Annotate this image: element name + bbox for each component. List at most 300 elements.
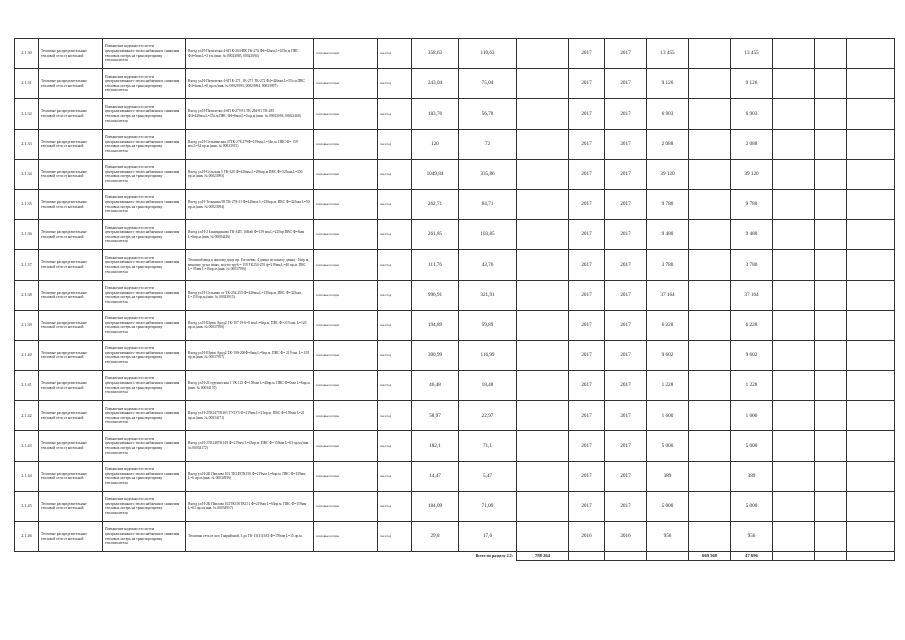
year-end: 2017 <box>605 99 647 129</box>
row-number: 2.1.36 <box>15 220 39 250</box>
empty-col <box>815 461 847 491</box>
empty-col <box>517 99 569 129</box>
activity-description: Повышение надежности систем централизованного теплоснабжения и снижения тепловых потерь на транспортировку теплоносителя <box>103 250 186 280</box>
empty-col <box>689 340 731 370</box>
total-cost: 3 780 <box>731 250 773 280</box>
cost: 39 120 <box>647 159 689 189</box>
value-before: 300,99 <box>412 340 459 370</box>
row-number: 2.1.32 <box>15 99 39 129</box>
cost: 1 600 <box>647 401 689 431</box>
empty-col <box>689 431 731 461</box>
year-start: 2017 <box>569 461 605 491</box>
activity-description: Повышение надежности систем централизованного теплоснабжения и снижения тепловых потерь на транспортировку теплоносителя <box>103 371 186 401</box>
year-end: 2017 <box>605 310 647 340</box>
table-row <box>15 39 895 69</box>
value-after: 103,85 <box>459 220 517 250</box>
value-after: 72 <box>459 129 517 159</box>
empty-col <box>847 340 895 370</box>
value-after: 110,63 <box>459 39 517 69</box>
total-cost: 5 000 <box>731 491 773 521</box>
year-start: 2017 <box>569 99 605 129</box>
object-name: Тепловые распределительные тепловой сети от котельной <box>39 340 103 370</box>
value-after: 56,78 <box>459 99 517 129</box>
empty-col <box>815 522 847 552</box>
cost: 6 903 <box>647 99 689 129</box>
object-name: Тепловые распределительные тепловой сети от котельной <box>39 129 103 159</box>
year-start: 2017 <box>569 220 605 250</box>
activity-description: Повышение надежности систем централизованного теплоснабжения и снижения тепловых потерь на транспортировку теплоносителя <box>103 280 186 310</box>
total-cost: 9 602 <box>731 340 773 370</box>
year-start: 2017 <box>569 159 605 189</box>
empty-col <box>773 250 815 280</box>
year-end: 2017 <box>605 69 647 99</box>
year-end: 2017 <box>605 159 647 189</box>
empty-col <box>689 401 731 431</box>
empty-col <box>773 99 815 129</box>
unit: гкал/год <box>378 220 412 250</box>
empty-col <box>847 99 895 129</box>
table-row <box>15 99 895 129</box>
unit: гкал/год <box>378 280 412 310</box>
location-description: Въезд ул.Н-2К Павлова 102 ТК149ТК150 Ф=219мм L=6пр.м. ПВС Ф=159мм L=6 пр.м.(инв. № 00034956) <box>186 461 314 491</box>
empty-col <box>815 129 847 159</box>
object-name: Тепловые распределительные тепловой сети от котельной <box>39 491 103 521</box>
cost: 9 780 <box>647 189 689 219</box>
cost: 9 602 <box>647 340 689 370</box>
loss-type: тепловые потери <box>314 189 378 219</box>
empty-col <box>773 39 815 69</box>
total-cost: 37 164 <box>731 280 773 310</box>
empty-col <box>815 371 847 401</box>
location-description: Въезд ул.Н-2К Павлова 102ТК150ТК151 Ф=219мм L=63пр.м. ПВС Ф=159мм L=63 пр.м.(инв. № 00034957) <box>186 491 314 521</box>
value-after: 71,1 <box>459 431 517 461</box>
total-cost: 5 000 <box>731 431 773 461</box>
total-cost: 956 <box>731 522 773 552</box>
unit: гкал/год <box>378 39 412 69</box>
empty-col <box>847 159 895 189</box>
value-after: 22,97 <box>459 401 517 431</box>
cost: 5 000 <box>647 491 689 521</box>
year-end: 2017 <box>605 280 647 310</box>
year-end: 2017 <box>605 461 647 491</box>
value-before: 120 <box>412 129 459 159</box>
empty-col <box>517 250 569 280</box>
empty-col <box>689 189 731 219</box>
cost: 956 <box>647 522 689 552</box>
year-end: 2017 <box>605 371 647 401</box>
year-end: 2017 <box>605 129 647 159</box>
empty-col <box>689 129 731 159</box>
row-number: 2.1.40 <box>15 340 39 370</box>
empty-col <box>773 431 815 461</box>
table-row <box>15 159 895 189</box>
empty-col <box>517 491 569 521</box>
year-start: 2017 <box>569 250 605 280</box>
row-number: 2.1.38 <box>15 280 39 310</box>
cost: 13 455 <box>647 39 689 69</box>
object-name: Тепловые распределительные тепловой сети от котельной <box>39 401 103 431</box>
unit: гкал/год <box>378 159 412 189</box>
empty-col <box>689 159 731 189</box>
location-description: Тепловая сеть от кот. Гаврийской, 3 до ТК-15(31)ЗА3 Ф=159мм L=15 пр.м. <box>186 522 314 552</box>
empty-col <box>689 522 731 552</box>
value-before: 184,09 <box>412 491 459 521</box>
object-name: Тепловые распределительные тепловой сети от котельной <box>39 99 103 129</box>
year-start: 2017 <box>569 371 605 401</box>
empty-col <box>689 220 731 250</box>
year-start: 2017 <box>569 189 605 219</box>
unit: гкал/год <box>378 461 412 491</box>
year-end: 2017 <box>605 39 647 69</box>
loss-type: тепловые потери <box>314 250 378 280</box>
empty-col <box>517 310 569 340</box>
object-name: Тепловые распределительные тепловой сети от котельной <box>39 250 103 280</box>
value-after: 75,04 <box>459 69 517 99</box>
empty-col <box>517 461 569 491</box>
activity-description: Повышение надежности систем централизованного теплоснабжения и снижения тепловых потерь на транспортировку теплоносителя <box>103 310 186 340</box>
loss-type: тепловые потери <box>314 310 378 340</box>
value-after: 71,09 <box>459 491 517 521</box>
summary-empty-6 <box>847 552 895 561</box>
loss-type: тепловые потери <box>314 340 378 370</box>
table-row <box>15 69 895 99</box>
cost: 5 000 <box>647 431 689 461</box>
summary-empty-1 <box>569 552 605 561</box>
object-name: Тепловые распределительные тепловой сети от котельной <box>39 69 103 99</box>
total-cost: 9 126 <box>731 69 773 99</box>
unit: гкал/год <box>378 99 412 129</box>
empty-col <box>773 401 815 431</box>
activity-description: Повышение надежности систем централизованного теплоснабжения и снижения тепловых потерь на транспортировку теплоносителя <box>103 431 186 461</box>
empty-col <box>847 371 895 401</box>
row-number: 2.1.42 <box>15 401 39 431</box>
summary-spacer <box>15 552 412 561</box>
empty-col <box>689 280 731 310</box>
empty-col <box>689 250 731 280</box>
value-before: 243,04 <box>412 69 459 99</box>
empty-col <box>847 431 895 461</box>
table-row <box>15 491 895 521</box>
activity-description: Повышение надежности систем централизованного теплоснабжения и снижения тепловых потерь на транспортировку теплоносителя <box>103 129 186 159</box>
table-row <box>15 371 895 401</box>
year-start: 2016 <box>569 522 605 552</box>
empty-col <box>815 69 847 99</box>
empty-col <box>847 39 895 69</box>
summary-total-extra: 47 696 <box>731 552 773 561</box>
empty-col <box>689 69 731 99</box>
empty-col <box>773 461 815 491</box>
total-cost: 389 <box>731 461 773 491</box>
row-number: 2.1.39 <box>15 310 39 340</box>
row-number: 2.1.31 <box>15 69 39 99</box>
loss-type: тепловые потери <box>314 491 378 521</box>
empty-col <box>815 431 847 461</box>
empty-col <box>815 189 847 219</box>
activity-description: Повышение надежности систем централизованного теплоснабжения и снижения тепловых потерь на транспортировку теплоносителя <box>103 39 186 69</box>
unit: гкал/год <box>378 401 412 431</box>
object-name: Тепловые распределительные тепловой сети от котельной <box>39 220 103 250</box>
summary-total-v1: 788 264 <box>517 552 569 561</box>
cost: 2 088 <box>647 129 689 159</box>
table-row <box>15 340 895 370</box>
empty-col <box>847 250 895 280</box>
table-row <box>15 220 895 250</box>
empty-col <box>773 220 815 250</box>
cost: 389 <box>647 461 689 491</box>
activity-description: Повышение надежности систем централизованного теплоснабжения и снижения тепловых потерь на транспортировку теплоносителя <box>103 461 186 491</box>
cost: 9 126 <box>647 69 689 99</box>
empty-col <box>773 491 815 521</box>
total-cost: 9 480 <box>731 220 773 250</box>
location-description: Въезд ул.Н-Пятилетки 4-6П К-271, 1К-271 ТК-272 Ф4=426мм,L=37п.м.ПВС Ф4=6мм,L=0 пр.м.(инв. № 00023993, 00023994, 00023997) <box>186 69 314 99</box>
total-cost: 6 903 <box>731 99 773 129</box>
empty-col <box>815 159 847 189</box>
location-description: Въезд ул.Н-2Студенческая 1 ТК 125 Ф=159мм L=40пр.м. ПВС Ф=0мм L=6пр.м.(инв. № 00034170) <box>186 371 314 401</box>
year-end: 2017 <box>605 220 647 250</box>
year-end: 2017 <box>605 250 647 280</box>
cost: 9 480 <box>647 220 689 250</box>
loss-type: тепловые потери <box>314 99 378 129</box>
year-start: 2017 <box>569 280 605 310</box>
location-description: Въезд ул.Н-2 Бонмадикова ТК-34П, 16Кв6 Ф=159 мм,L=225пр.ПВС Ф=6мм L=6пр.м.(инв. № 00084426) <box>186 220 314 250</box>
loss-type: тепловые потери <box>314 280 378 310</box>
empty-col <box>847 220 895 250</box>
empty-col <box>517 129 569 159</box>
location-description: Въезд ул.Н-Шуюк Арод2 ТК-199-200Ф=0мм,L=9пр.м. ПВС Ф= 219 мм, L= 195 пр.м.(инв. № 00037957) <box>186 340 314 370</box>
empty-col <box>517 371 569 401</box>
object-name: Тепловые распределительные тепловой сети от котельной <box>39 310 103 340</box>
table-row <box>15 310 895 340</box>
empty-col <box>815 491 847 521</box>
empty-col <box>847 129 895 159</box>
year-end: 2016 <box>605 522 647 552</box>
table-row <box>15 401 895 431</box>
empty-col <box>815 220 847 250</box>
empty-col <box>517 220 569 250</box>
location-description: Въезд ул.Н-2ТК148ТК149 Ф=219мм L=63пр.м. ПВС Ф=159мм L=63 пр.м.(инв. № 00034172) <box>186 431 314 461</box>
loss-type: тепловые потери <box>314 69 378 99</box>
value-before: 1049,84 <box>412 159 459 189</box>
value-before: 182,1 <box>412 431 459 461</box>
year-end: 2017 <box>605 401 647 431</box>
activity-description: Повышение надежности систем централизованного теплоснабжения и снижения тепловых потерь на транспортировку теплоносителя <box>103 99 186 129</box>
loss-type: тепловые потери <box>314 522 378 552</box>
activity-description: Повышение надежности систем централизованного теплоснабжения и снижения тепловых потерь на транспортировку теплоносителя <box>103 69 186 99</box>
row-number: 2.1.45 <box>15 491 39 521</box>
empty-col <box>815 310 847 340</box>
activity-description: Повышение надежности систем централизованного теплоснабжения и снижения тепловых потерь на транспортировку теплоносителя <box>103 340 186 370</box>
summary-empty-2 <box>605 552 647 561</box>
value-before: 358,63 <box>412 39 459 69</box>
value-before: 996,91 <box>412 280 459 310</box>
empty-col <box>847 280 895 310</box>
row-number: 2.1.46 <box>15 522 39 552</box>
location-description: Тепловой ввод к жилому дому пр. Гоголевю, 4 длина по каналу длина - 16пр м, вешалку ду на сваях, кол-во тру6 = 159 ТК254-255 ф=219мм,L=40 пр.м. ПВС L= 95мм L=16пр.м.(инв. № 00037956) <box>186 250 314 280</box>
empty-col <box>773 189 815 219</box>
empty-col <box>815 340 847 370</box>
summary-empty-3 <box>647 552 689 561</box>
loss-type: тепловые потери <box>314 159 378 189</box>
summary-label: Всего по разделу 2.2: <box>475 553 513 559</box>
table-row <box>15 189 895 219</box>
year-start: 2017 <box>569 39 605 69</box>
unit: гкал/год <box>378 431 412 461</box>
empty-col <box>517 401 569 431</box>
object-name: Тепловые распределительные тепловой сети от котельной <box>39 431 103 461</box>
value-after: 5,47 <box>459 461 517 491</box>
cost: 6 228 <box>647 310 689 340</box>
table-row <box>15 431 895 461</box>
empty-col <box>773 159 815 189</box>
unit: гкал/год <box>378 310 412 340</box>
row-number: 2.1.44 <box>15 461 39 491</box>
total-cost: 13 455 <box>731 39 773 69</box>
unit: гкал/год <box>378 69 412 99</box>
year-start: 2017 <box>569 129 605 159</box>
object-name: Тепловые распределительные тепловой сети от котельной <box>39 280 103 310</box>
empty-col <box>847 401 895 431</box>
empty-col <box>773 129 815 159</box>
empty-col <box>847 189 895 219</box>
unit: гкал/год <box>378 340 412 370</box>
summary-total-main: 669 568 <box>689 552 731 561</box>
table-row <box>15 522 895 552</box>
empty-col <box>773 371 815 401</box>
object-name: Тепловые распределительные тепловой сети от котельной <box>39 461 103 491</box>
loss-type: тепловые потери <box>314 461 378 491</box>
unit: гкал/год <box>378 250 412 280</box>
loss-type: тепловые потери <box>314 431 378 461</box>
activity-description: Повышение надежности систем централизованного теплоснабжения и снижения тепловых потерь на транспортировку теплоносителя <box>103 220 186 250</box>
empty-col <box>689 461 731 491</box>
year-start: 2017 <box>569 401 605 431</box>
value-before: 261,85 <box>412 220 459 250</box>
empty-col <box>815 99 847 129</box>
empty-col <box>847 310 895 340</box>
activity-description: Повышение надежности систем централизованного теплоснабжения и снижения тепловых потерь на транспортировку теплоносителя <box>103 522 186 552</box>
year-end: 2017 <box>605 491 647 521</box>
empty-col <box>773 280 815 310</box>
location-description: Въезд ул.Н-Сельменская 47ТК-278,279Ф=159мм,L=34п.м. ПВС Ф= 159 мм,L=34 пр.м.(инв. № 00023915) <box>186 129 314 159</box>
empty-col <box>815 401 847 431</box>
empty-col <box>517 280 569 310</box>
empty-col <box>773 69 815 99</box>
unit: гкал/год <box>378 189 412 219</box>
cost: 37 164 <box>647 280 689 310</box>
row-number: 2.1.37 <box>15 250 39 280</box>
total-cost: 1 228 <box>731 371 773 401</box>
activity-description: Повышение надежности систем централизованного теплоснабжения и снижения тепловых потерь на транспортировку теплоносителя <box>103 159 186 189</box>
value-before: 183,76 <box>412 99 459 129</box>
loss-type: тепловые потери <box>314 401 378 431</box>
total-cost: 1 600 <box>731 401 773 431</box>
value-after: 321,91 <box>459 280 517 310</box>
total-cost: 6 228 <box>731 310 773 340</box>
location-description: Въезд ул.Н-Пятилетки 4-6П К-279 81 ТК-284-81 ТК-285 Ф4=426мм,L=37п.м.ПВС Ф4=6мм,L=0 пр.м.(инв. № 00023094, 00023460) <box>186 99 314 129</box>
loss-type: тепловые потери <box>314 371 378 401</box>
loss-type: тепловые потери <box>314 39 378 69</box>
year-end: 2017 <box>605 189 647 219</box>
activity-description: Повышение надежности систем централизованного теплоснабжения и снижения тепловых потерь на транспортировку теплоносителя <box>103 491 186 521</box>
value-after: 18,48 <box>459 371 517 401</box>
object-name: Тепловые распределительные тепловой сети от котельной <box>39 522 103 552</box>
year-start: 2017 <box>569 340 605 370</box>
value-after: 335,86 <box>459 159 517 189</box>
location-description: Въезд ул.Н-2ТК147ТК181 ТУ5У5 Ф=219мм L=21пр.м. ПВС Ф=159мм L=21 пр.м.(инв. № 00034171) <box>186 401 314 431</box>
empty-col <box>815 280 847 310</box>
activity-description: Повышение надежности систем централизованного теплоснабжения и снижения тепловых потерь на транспортировку теплоносителя <box>103 401 186 431</box>
value-before: 262,71 <box>412 189 459 219</box>
empty-col <box>517 189 569 219</box>
value-after: 116,99 <box>459 340 517 370</box>
empty-col <box>517 522 569 552</box>
location-description: Въезд ул.Н-Сельская 5 ТК-320 Ф=426мм,L=296пр.м.ПВС Ф=325мм,L=350 пр.м.(инв. № 00023993) <box>186 159 314 189</box>
value-before: 194,89 <box>412 310 459 340</box>
empty-col <box>773 522 815 552</box>
empty-col <box>689 310 731 340</box>
value-before: 14,47 <box>412 461 459 491</box>
empty-col <box>847 491 895 521</box>
empty-col <box>773 340 815 370</box>
row-number: 2.1.41 <box>15 371 39 401</box>
empty-col <box>689 491 731 521</box>
year-start: 2017 <box>569 491 605 521</box>
object-name: Тепловые распределительные тепловой сети от котельной <box>39 189 103 219</box>
empty-col <box>517 340 569 370</box>
table-row <box>15 129 895 159</box>
summary-row <box>15 552 895 561</box>
row-number: 2.1.34 <box>15 159 39 189</box>
value-before: 46,48 <box>412 371 459 401</box>
object-name: Тепловые распределительные тепловой сети от котельной <box>39 39 103 69</box>
value-after: 84,71 <box>459 189 517 219</box>
empty-col <box>815 39 847 69</box>
year-start: 2017 <box>569 431 605 461</box>
year-start: 2017 <box>569 310 605 340</box>
year-start: 2017 <box>569 69 605 99</box>
total-cost: 39 120 <box>731 159 773 189</box>
table-body <box>15 39 895 552</box>
empty-col <box>517 39 569 69</box>
value-after: 59,89 <box>459 310 517 340</box>
unit: гкал/год <box>378 522 412 552</box>
value-before: 111,76 <box>412 250 459 280</box>
table-row <box>15 280 895 310</box>
empty-col <box>517 69 569 99</box>
summary-empty-5 <box>815 552 847 561</box>
cost: 1 228 <box>647 371 689 401</box>
value-before: 29,8 <box>412 522 459 552</box>
empty-col <box>689 371 731 401</box>
table-row <box>15 461 895 491</box>
total-cost: 2 088 <box>731 129 773 159</box>
empty-col <box>815 250 847 280</box>
year-end: 2017 <box>605 431 647 461</box>
total-cost: 9 780 <box>731 189 773 219</box>
empty-col <box>847 461 895 491</box>
loss-type: тепловые потери <box>314 129 378 159</box>
empty-col <box>689 99 731 129</box>
row-number: 2.1.33 <box>15 129 39 159</box>
location-description: Въезд ул.Н-Шуюк Арод2 ТК-107 19-6=0 мм,L=6пр.м. ПВС Ф=219 мм, L=120 пр.м.(инв. № 00037956) <box>186 310 314 340</box>
cost: 3 780 <box>647 250 689 280</box>
unit: гкал/год <box>378 491 412 521</box>
location-description: Въезд ул.Н-Пятилетки 4-6П К-263-ИК ТК-276 Ф4=42мм,L=105п.м.ПВС Ф4=6мм,L=3 т.м.(инв. № 00023085, 00023094) <box>186 39 314 69</box>
activity-description: Повышение надежности систем централизованного теплоснабжения и снижения тепловых потерь на транспортировку теплоносителя <box>103 189 186 219</box>
row-number: 2.1.35 <box>15 189 39 219</box>
row-number: 2.1.30 <box>15 39 39 69</box>
value-before: 58,97 <box>412 401 459 431</box>
